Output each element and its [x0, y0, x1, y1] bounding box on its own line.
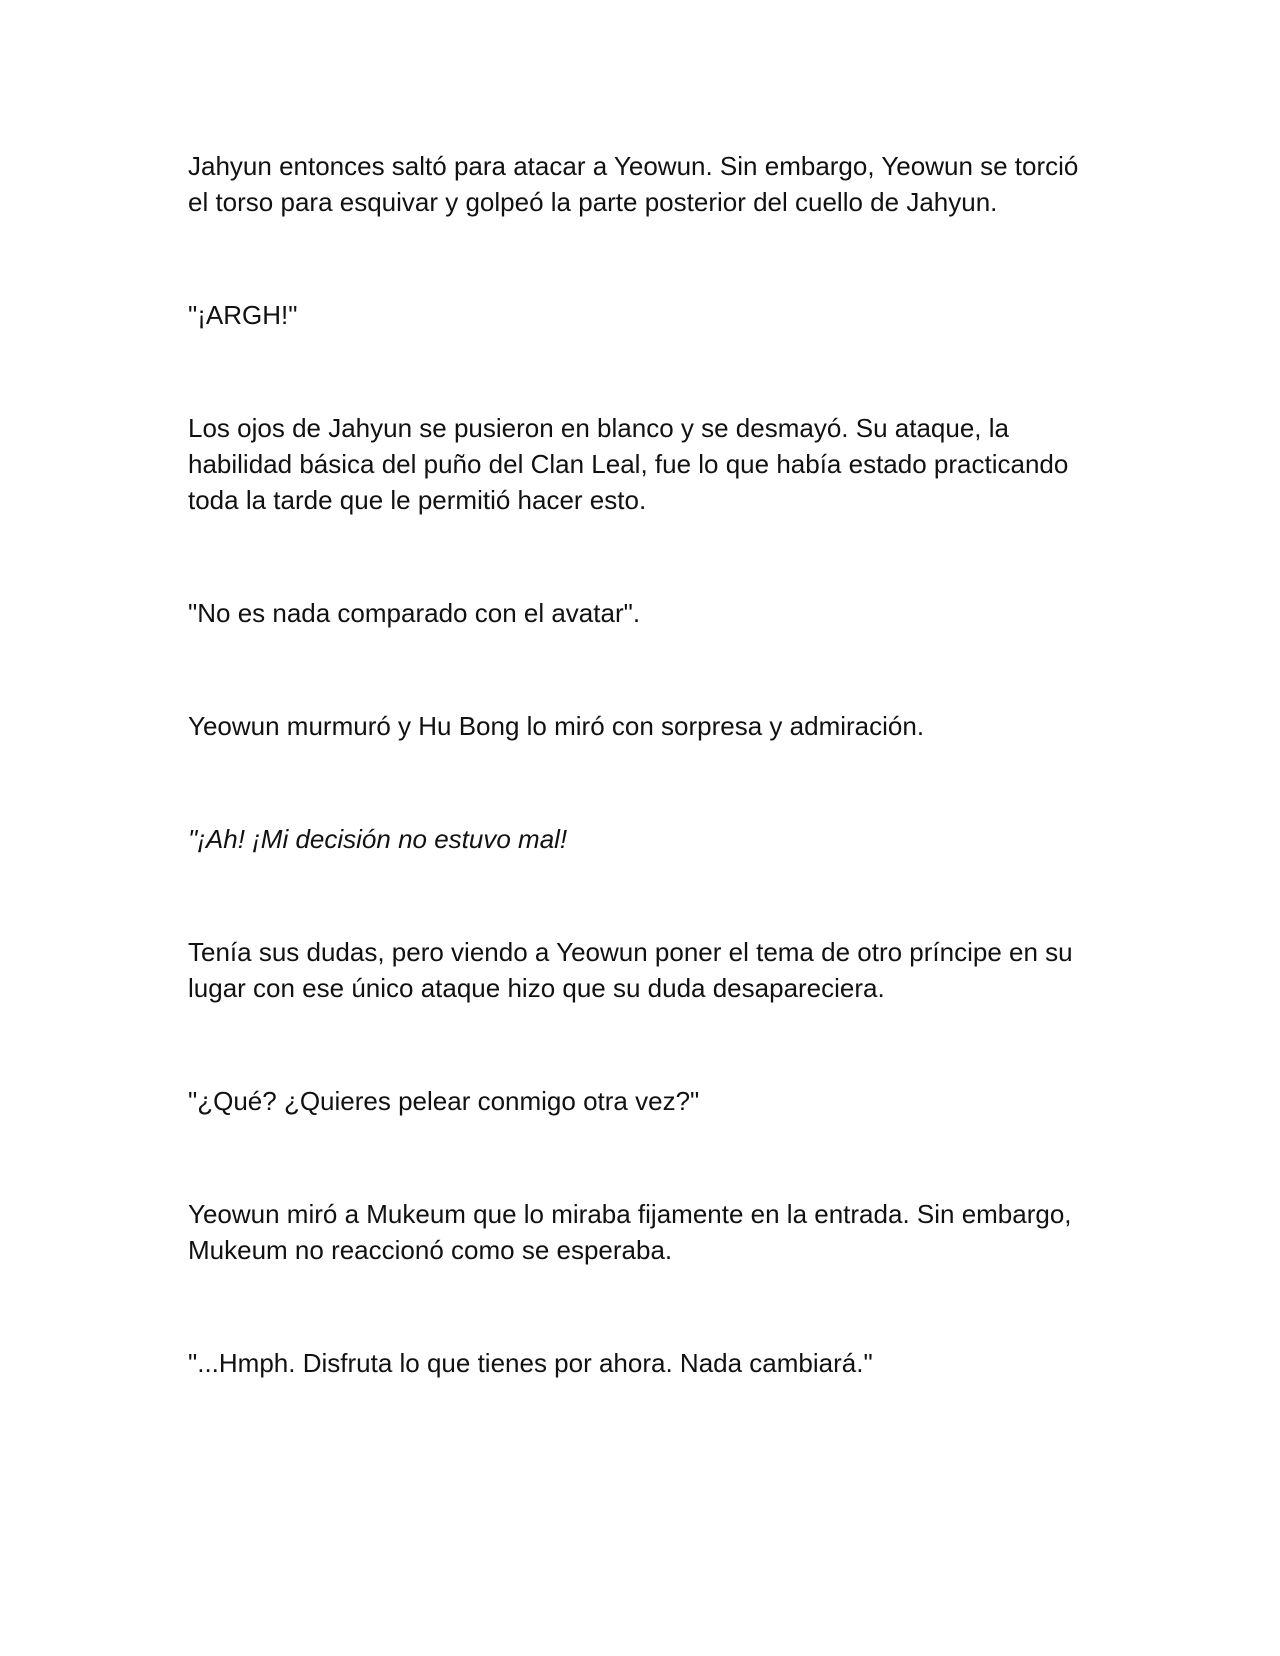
paragraph-1: Jahyun entonces saltó para atacar a Yeowun. Sin embargo, Yeowun se torció el torso para esquivar y golpeó la parte posterior del cuello de Jahyun. [188, 151, 1079, 217]
paragraph-4: "No es nada comparado con el avatar". [188, 598, 641, 628]
document-body [188, 148, 1088, 1381]
paragraph-9: Yeowun miró a Mukeum que lo miraba fijamente en la entrada. Sin embargo, Mukeum no reaccionó como se esperaba. [188, 1199, 1072, 1265]
paragraph-10: "...Hmph. Disfruta lo que tienes por ahora. Nada cambiará." [188, 1348, 873, 1378]
paragraph-2: "¡ARGH!" [188, 300, 298, 330]
paragraph-8: "¿Qué? ¿Quieres pelear conmigo otra vez?" [188, 1086, 700, 1116]
paragraph-3: Los ojos de Jahyun se pusieron en blanco y se desmayó. Su ataque, la habilidad básica del puño del Clan Leal, fue lo que había estado practicando toda la tarde que le permitió hacer esto. [188, 413, 1069, 515]
paragraph-5: Yeowun murmuró y Hu Bong lo miró con sorpresa y admiración. [188, 711, 925, 741]
paragraph-6-italic-thought: "¡Ah! ¡Mi decisión no estuvo mal! [188, 824, 568, 854]
paragraph-7: Tenía sus dudas, pero viendo a Yeowun poner el tema de otro príncipe en su lugar con ese único ataque hizo que su duda desapareciera. [188, 937, 1073, 1003]
